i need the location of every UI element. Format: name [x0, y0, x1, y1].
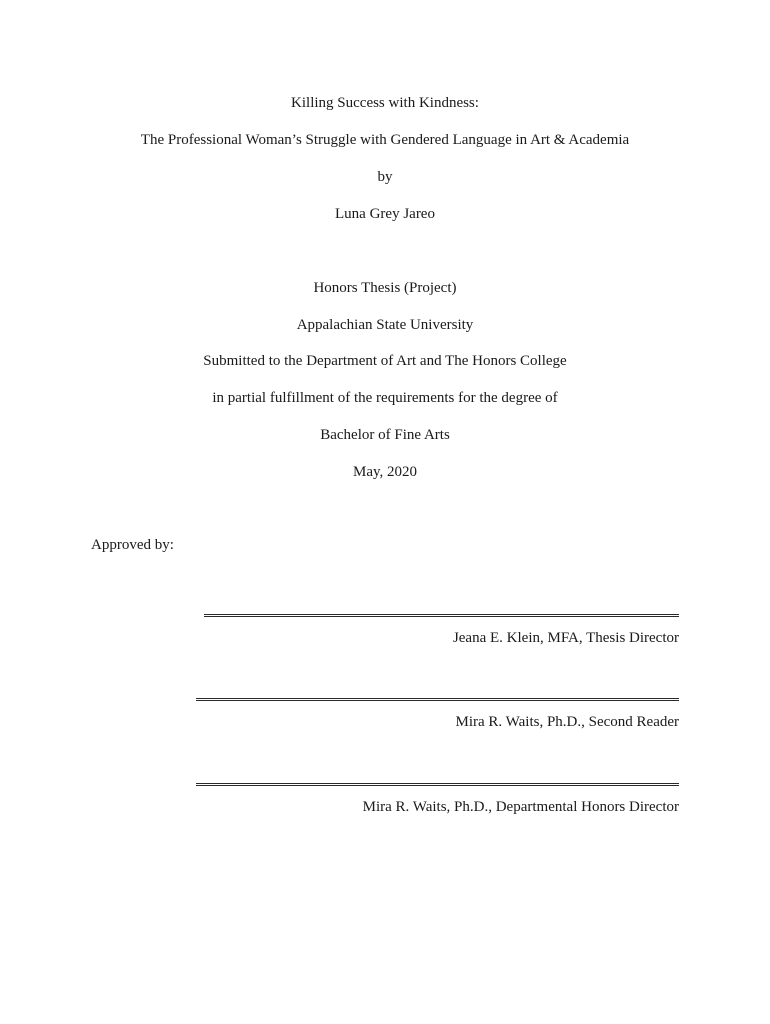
author-name: Luna Grey Jareo — [335, 206, 435, 222]
signatory-honors-director: Mira R. Waits, Ph.D., Departmental Honors Director — [362, 799, 679, 815]
signatory-thesis-director: Jeana E. Klein, MFA, Thesis Director — [452, 630, 679, 646]
thesis-type: Honors Thesis (Project) — [313, 280, 457, 296]
signatory-second-reader: Mira R. Waits, Ph.D., Second Reader — [455, 714, 679, 730]
approved-by-label: Approved by: — [91, 537, 174, 553]
signature-line-second-reader — [196, 698, 679, 701]
by-line: by — [377, 169, 393, 185]
submission-date: May, 2020 — [352, 464, 418, 480]
thesis-title: Killing Success with Kindness: — [291, 95, 479, 111]
submission-statement: Submitted to the Department of Art and The Honors College — [203, 353, 567, 369]
degree-name: Bachelor of Fine Arts — [320, 427, 450, 443]
signature-line-thesis-director — [204, 614, 679, 617]
fulfillment-statement: in partial fulfillment of the requirements for the degree of — [212, 390, 558, 406]
thesis-subtitle: The Professional Woman’s Struggle with Gendered Language in Art & Academia — [140, 132, 630, 148]
university-name: Appalachian State University — [296, 317, 474, 333]
signature-line-honors-director — [196, 783, 679, 786]
